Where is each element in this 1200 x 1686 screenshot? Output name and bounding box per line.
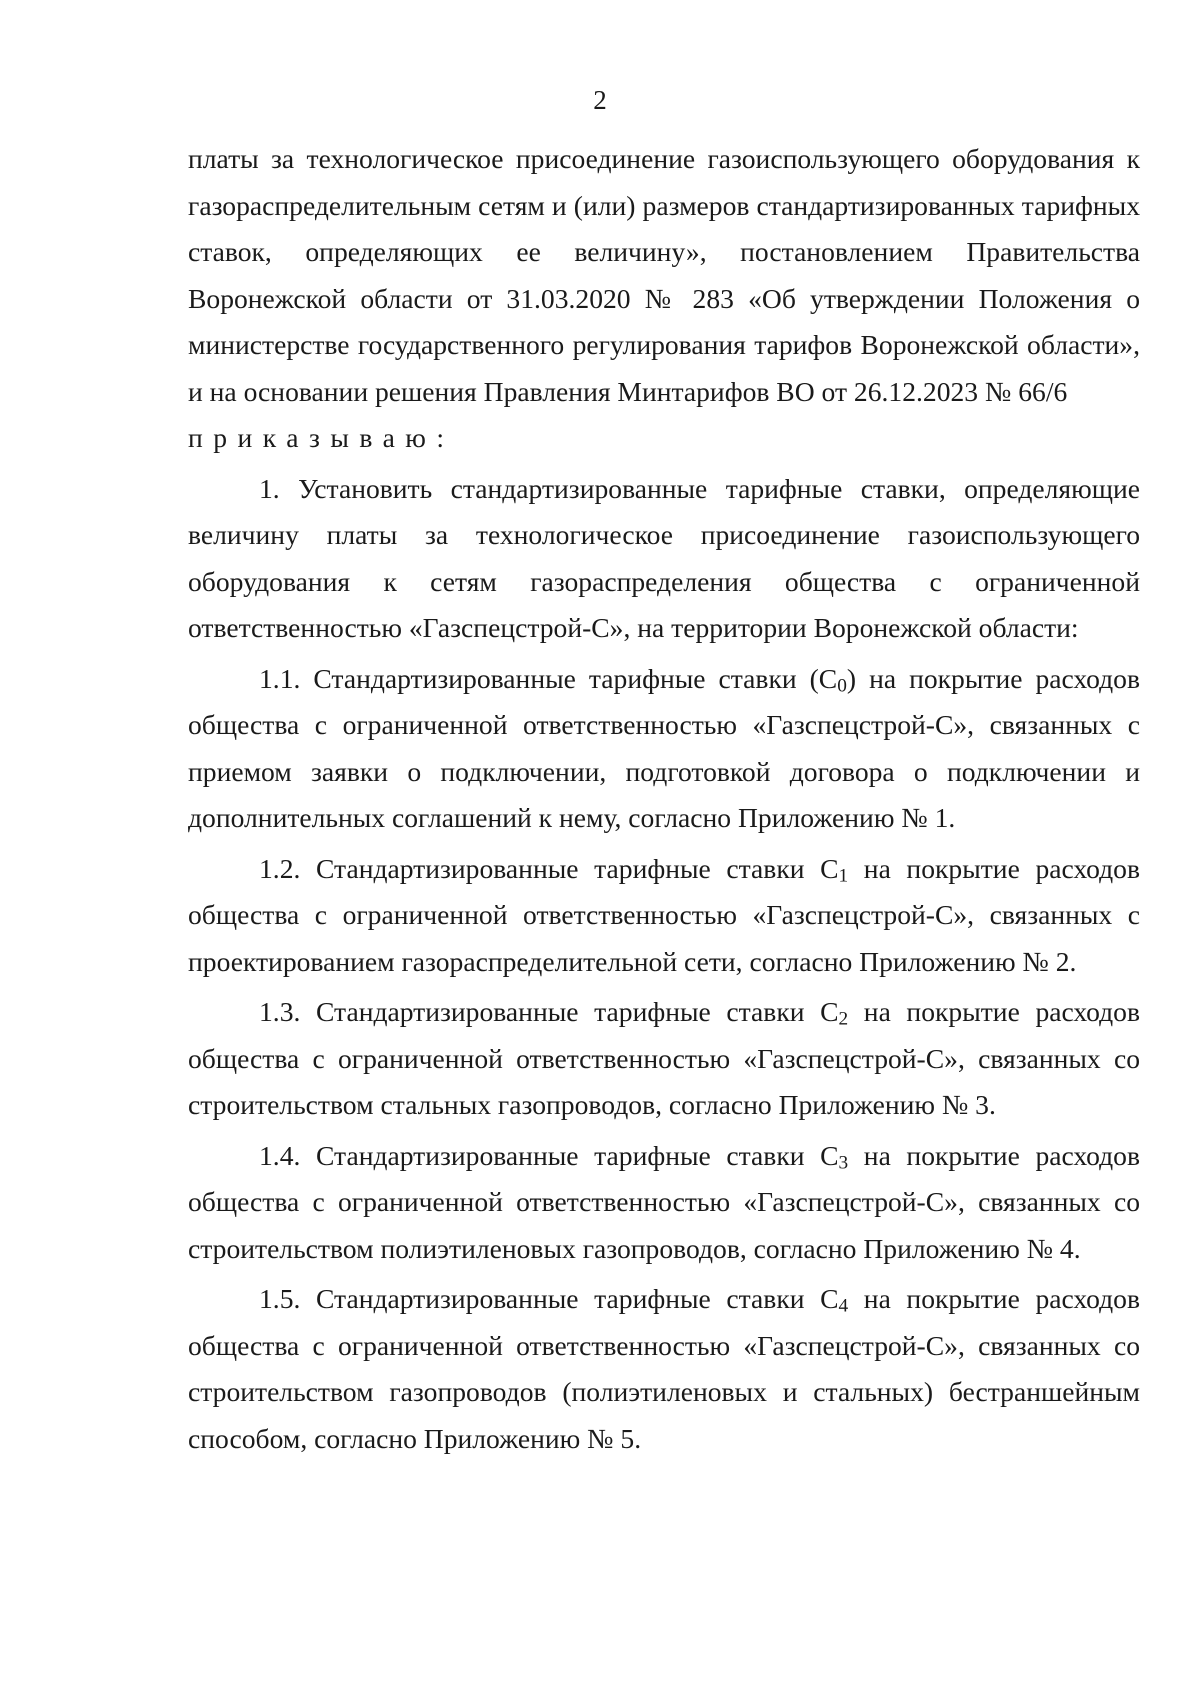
item-1-3-subscript: 2	[838, 1008, 849, 1030]
item-1-1-paragraph	[188, 656, 1140, 842]
item-1-4-subscript: 3	[838, 1151, 849, 1173]
intro-paragraph: платы за технологическое присоединение газоиспользующего оборудования к газораспределительным сетям и (или) размеров стандартизированных тарифных ставок, определяющих ее величину», постановлением Правительства Воронежской области от 31.03.2020 № 283 «Об утверждении Положения о министерстве государственного регулирования тарифов Воронежской области», и на основании решения Правления Минтарифов ВО от 26.12.2023 № 66/6	[188, 143, 1140, 407]
item-1-3-text-end: на покрытие расходов общества с ограниченной ответственностью «Газспецстрой-С», связанных со строительством стальных газопроводов, согласно Приложению № 3.	[188, 996, 1140, 1120]
item-1-4-text-end: на покрытие расходов общества с ограниченной ответственностью «Газспецстрой-С», связанных со строительством полиэтиленовых газопроводов, согласно Приложению № 4.	[188, 1139, 1140, 1264]
item-1-2-paragraph	[188, 846, 1140, 986]
item-1-1-subscript: 0	[837, 674, 847, 696]
order-word: приказываю:	[188, 422, 455, 453]
item-1-5-subscript: 4	[838, 1295, 849, 1317]
item-1-5-text-start: 1.5. Стандартизированные тарифные ставки С	[259, 1283, 839, 1314]
item-1-1-text-start: 1.1. Стандартизированные тарифные ставки (С	[259, 662, 838, 694]
item-1-2-subscript: 1	[838, 864, 849, 886]
document-body	[188, 136, 1140, 1462]
item-1-5-paragraph	[188, 1276, 1140, 1462]
page-number: 2	[593, 85, 607, 115]
item-1-1-text-end: ) на покрытие расходов общества с ограниченной ответственностью «Газспецстрой-С», связанных с приемом заявки о подключении, подготовкой договора о подключении и дополнительных соглашений к нему, согласно Приложению № 1.	[188, 662, 1140, 833]
item-1-2-text-end: на покрытие расходов общества с ограниченной ответственностью «Газспецстрой-С», связанных с проектированием газораспределительной сети, согласно Приложению № 2.	[188, 852, 1140, 977]
item-1-3-paragraph	[188, 989, 1140, 1129]
item-1-2-text-start: 1.2. Стандартизированные тарифные ставки С	[259, 852, 839, 884]
item-1-4-paragraph	[188, 1133, 1140, 1273]
item-1-4-text-start: 1.4. Стандартизированные тарифные ставки С	[259, 1139, 839, 1171]
item-1-paragraph: 1. Установить стандартизированные тарифные ставки, определяющие величину платы за технологическое присоединение газоиспользующего оборудования к сетям газораспределения общества с ограниченной ответственностью «Газспецстрой-С», на территории Воронежской области:	[188, 472, 1140, 643]
item-1-3-text-start: 1.3. Стандартизированные тарифные ставки С	[259, 996, 839, 1027]
item-1-5-text-end: на покрытие расходов общества с ограниченной ответственностью «Газспецстрой-С», связанных со строительством газопроводов (полиэтиленовых и стальных) бестраншейным способом, согласно Приложению № 5.	[188, 1283, 1140, 1454]
